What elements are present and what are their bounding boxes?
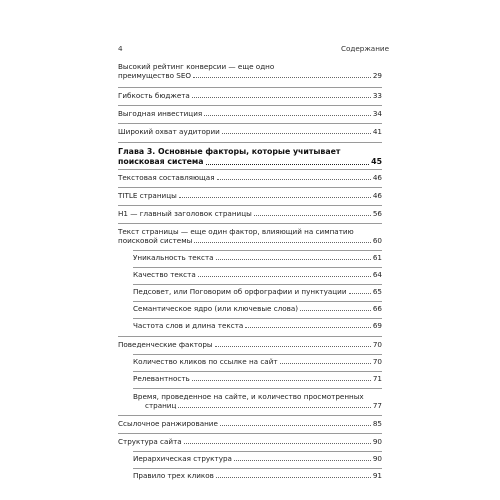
toc-entry-title: Ссылочное ранжирование: [118, 419, 218, 428]
leader-dots: [215, 346, 371, 347]
toc-subentry: [133, 287, 382, 296]
toc-entry-page: 46: [372, 191, 382, 200]
toc-entry: [118, 227, 382, 245]
toc-entry-page: 77: [372, 401, 382, 410]
toc-entry-title: Иерархическая структура: [133, 454, 232, 463]
toc-entry-title: H1 — главный заголовок страницы: [118, 209, 252, 218]
toc-entry-page: 91: [372, 471, 382, 480]
separator-line: [133, 371, 382, 372]
leader-dots: [216, 259, 371, 260]
separator-line: [133, 284, 382, 285]
toc-entry: [118, 62, 382, 80]
separator-line: [118, 187, 382, 188]
page-number: 4: [118, 44, 123, 53]
toc-entry: [118, 127, 382, 136]
toc-entry-page: 90: [372, 454, 382, 463]
toc-entry-title: Частота слов и длина текста: [133, 321, 244, 330]
leader-dots: [217, 179, 371, 180]
leader-dots: [222, 133, 371, 134]
separator-line: [133, 354, 382, 355]
toc-entry: [118, 173, 382, 182]
toc-entry-title: поисковой системы: [118, 236, 193, 245]
leader-dots: [280, 363, 371, 364]
toc-entry-page: 65: [372, 287, 382, 296]
leader-dots: [349, 293, 371, 294]
toc-entry-page: 66: [372, 304, 382, 313]
leader-dots: [198, 276, 371, 277]
toc-subentry: [133, 253, 382, 262]
toc-entry-page: 29: [372, 71, 382, 80]
toc-entry-page: 71: [372, 374, 382, 383]
separator-line: [118, 205, 382, 206]
toc-entry: [118, 209, 382, 218]
separator-line: [118, 123, 382, 124]
toc-entry-page: 64: [372, 270, 382, 279]
leader-dots: [179, 197, 371, 198]
toc-entry-title: Семантическое ядро (или ключевые слова): [133, 304, 299, 313]
toc-entry-page: 70: [372, 340, 382, 349]
toc-entry-title: Текстовая составляющая: [118, 173, 215, 182]
toc-entry-title: преимущество SEO: [118, 71, 192, 80]
toc-subentry: [133, 392, 382, 410]
toc-subentry: [133, 304, 382, 313]
toc-subentry: [133, 471, 382, 480]
toc-entry-page: 60: [372, 236, 382, 245]
toc-entry: [118, 91, 382, 100]
toc-entry: [118, 419, 382, 428]
toc-entry-title: Гибкость бюджета: [118, 91, 190, 100]
toc-entry-title: Широкий охват аудитории: [118, 127, 220, 136]
toc-entry-page: 69: [372, 321, 382, 330]
running-header: Содержание: [340, 44, 389, 53]
separator-line: [118, 87, 382, 88]
toc-entry-title: Релевантность: [133, 374, 190, 383]
toc-entry-page: 90: [372, 437, 382, 446]
separator-line: [133, 451, 382, 452]
leader-dots: [193, 77, 371, 78]
toc-entry-title-line1: Текст страницы — еще один фактор, влияющий на симпатию: [118, 227, 354, 236]
leader-dots: [300, 310, 371, 311]
separator-line: [133, 301, 382, 302]
toc-entry-title: Уникальность текста: [133, 253, 214, 262]
toc-entry-title: Поведенческие факторы: [118, 340, 213, 349]
toc-entry-title: Педсовет, или Поговорим об орфографии и пунктуации: [133, 287, 347, 296]
toc-entry-title-line1: Время, проведенное на сайте, и количество просмотренных: [133, 392, 364, 401]
leader-dots: [216, 477, 371, 478]
leader-dots: [184, 443, 371, 444]
toc-entry-title-line1: Высокий рейтинг конверсии — еще одно: [118, 62, 275, 71]
toc-entry-page: 46: [372, 173, 382, 182]
separator-line: [118, 415, 382, 416]
toc-subentry: [133, 374, 382, 383]
leader-dots: [234, 460, 371, 461]
toc-entry-title: TITLE страницы: [118, 191, 177, 200]
separator-line: [133, 468, 382, 469]
toc-entry-page: 41: [372, 127, 382, 136]
leader-dots: [194, 242, 371, 243]
toc-entry: [118, 340, 382, 349]
separator-line: [118, 336, 382, 337]
toc-subentry: [133, 357, 382, 366]
separator-line: [133, 318, 382, 319]
leader-dots: [254, 215, 371, 216]
toc-entry-title: Структура сайта: [118, 437, 182, 446]
leader-dots: [192, 380, 371, 381]
toc-entry: [118, 109, 382, 118]
leader-dots: [245, 327, 371, 328]
leader-dots: [204, 115, 371, 116]
separator-line: [118, 142, 382, 143]
toc-entry-page: 85: [372, 419, 382, 428]
toc-entry-title: поисковая система: [118, 157, 204, 166]
toc-entry-title: Выгодная инвестиция: [118, 109, 203, 118]
leader-dots: [192, 97, 371, 98]
toc-subentry: [133, 321, 382, 330]
toc-entry-title: Качество текста: [133, 270, 196, 279]
toc-entry-page: 61: [372, 253, 382, 262]
separator-line: [118, 223, 382, 224]
toc-entry-page: 45: [371, 157, 382, 166]
toc-subentry: [133, 454, 382, 463]
toc-entry-title: Количество кликов по ссылке на сайт: [133, 357, 278, 366]
toc-entry-page: 70: [372, 357, 382, 366]
separator-line: [118, 433, 382, 434]
separator-line: [118, 105, 382, 106]
separator-line: [133, 250, 382, 251]
toc-entry-page: 34: [372, 109, 382, 118]
toc-chapter-entry: [118, 147, 382, 167]
leader-dots: [206, 164, 370, 165]
toc-entry: [118, 437, 382, 446]
separator-line: [133, 388, 382, 389]
leader-dots: [220, 425, 371, 426]
toc-entry-page: 56: [372, 209, 382, 218]
separator-line: [118, 169, 382, 170]
toc-entry-title-line1: Глава 3. Основные факторы, которые учитывает: [118, 147, 341, 156]
toc-subentry: [133, 270, 382, 279]
toc-entry-page: 33: [372, 91, 382, 100]
toc-entry: [118, 191, 382, 200]
toc-entry-title: Правило трех кликов: [133, 471, 214, 480]
leader-dots: [178, 407, 370, 408]
toc-entry-title: страниц: [145, 401, 177, 410]
separator-line: [133, 267, 382, 268]
